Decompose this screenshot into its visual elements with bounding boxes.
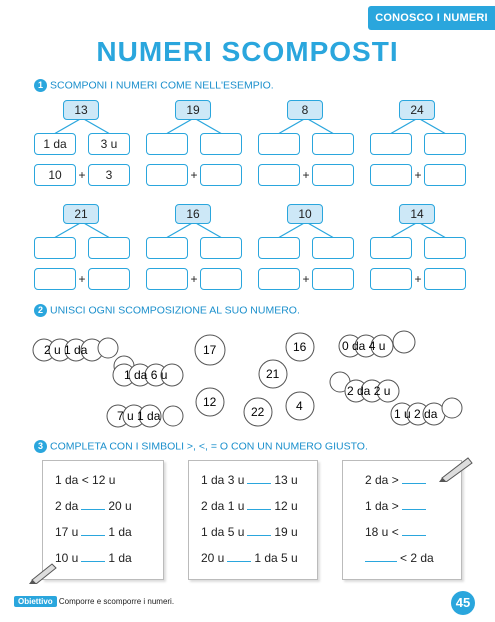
caterpillar-4: [339, 331, 415, 357]
section2-number: 2: [34, 304, 47, 317]
apple-3: [259, 360, 287, 388]
tens-units-box[interactable]: [200, 237, 242, 259]
apple-4: [196, 388, 224, 416]
answer-blank[interactable]: [81, 500, 105, 510]
objective-label: Obiettivo: [14, 596, 57, 607]
tens-units-box: 1 da: [34, 133, 76, 155]
section2-title: UNISCI OGNI SCOMPOSIZIONE AL SUO NUMERO.: [50, 304, 300, 317]
answer-blank[interactable]: [402, 526, 426, 536]
number-box: 14: [399, 204, 435, 224]
comparison-panel-1: [42, 460, 164, 580]
tens-units-box[interactable]: [200, 133, 242, 155]
plus-sign: +: [414, 168, 422, 182]
tens-units-box[interactable]: [258, 237, 300, 259]
plus-sign: +: [302, 168, 310, 182]
number-box: 24: [399, 100, 435, 120]
sum-box[interactable]: [258, 164, 300, 186]
caterpillar-label: 7 u 1 da: [117, 409, 161, 423]
tens-units-box[interactable]: [424, 133, 466, 155]
comparison-row: 1 da < 12 u: [55, 473, 116, 487]
sum-box[interactable]: [312, 268, 354, 290]
matching-illustration: [0, 320, 495, 440]
plus-sign: +: [190, 272, 198, 286]
page-title: NUMERI SCOMPOSTI: [96, 36, 399, 67]
answer-blank[interactable]: [81, 552, 105, 562]
section1-number: 1: [34, 79, 47, 92]
answer-blank[interactable]: [81, 526, 105, 536]
number-box: 21: [63, 204, 99, 224]
section3-title: COMPLETA CON I SIMBOLI >, <, = O CON UN NUMERO GIUSTO.: [50, 440, 368, 453]
tens-units-box[interactable]: [424, 237, 466, 259]
number-box: 13: [63, 100, 99, 120]
number-box: 10: [287, 204, 323, 224]
sum-box[interactable]: [146, 268, 188, 290]
section3-number: 3: [34, 440, 47, 453]
answer-blank[interactable]: [402, 474, 426, 484]
pencil-icon: [438, 452, 478, 482]
tens-units-box[interactable]: [312, 133, 354, 155]
caterpillar-2: [113, 356, 183, 386]
caterpillar-3: [107, 405, 183, 427]
comparison-panel-2: [188, 460, 318, 580]
sum-box[interactable]: [424, 268, 466, 290]
comparison-row: 1 da >: [365, 499, 429, 513]
sum-box: 3: [88, 164, 130, 186]
plus-sign: +: [302, 272, 310, 286]
svg-text:17: 17: [203, 343, 217, 357]
apple-6: [286, 392, 314, 420]
sum-box[interactable]: [200, 164, 242, 186]
apple-1: [195, 335, 225, 365]
apple-5: [244, 398, 272, 426]
number-box: 8: [287, 100, 323, 120]
caterpillar-label: 2 u 1 da: [44, 343, 88, 357]
sum-box[interactable]: [200, 268, 242, 290]
comparison-row: 2 da 1 u 12 u: [201, 499, 298, 513]
number-box: 19: [175, 100, 211, 120]
comparison-row: 18 u <: [365, 525, 429, 539]
answer-blank[interactable]: [365, 552, 397, 562]
answer-blank[interactable]: [247, 526, 271, 536]
tens-units-box[interactable]: [370, 133, 412, 155]
answer-blank[interactable]: [402, 500, 426, 510]
plus-sign: +: [78, 168, 86, 182]
caterpillar-label: 1 da 6 u: [124, 368, 168, 382]
caterpillar-label: 1 u 2 da: [394, 407, 438, 421]
svg-text:21: 21: [266, 367, 280, 381]
caterpillar-5: [330, 372, 399, 402]
svg-text:22: 22: [251, 405, 265, 419]
tens-units-box[interactable]: [370, 237, 412, 259]
sum-box[interactable]: [370, 268, 412, 290]
comparison-row: 17 u 1 da: [55, 525, 132, 539]
svg-text:16: 16: [293, 340, 307, 354]
section3-heading: [34, 440, 368, 453]
sum-box[interactable]: [424, 164, 466, 186]
tens-units-box[interactable]: [258, 133, 300, 155]
tens-units-box[interactable]: [312, 237, 354, 259]
tens-units-box[interactable]: [34, 237, 76, 259]
section1-title: SCOMPONI I NUMERI COME NELL'ESEMPIO.: [50, 79, 274, 92]
answer-blank[interactable]: [227, 552, 251, 562]
comparison-row: 1 da 5 u 19 u: [201, 525, 298, 539]
sum-box[interactable]: [258, 268, 300, 290]
sum-box[interactable]: [146, 164, 188, 186]
comparison-row: 10 u 1 da: [55, 551, 132, 565]
plus-sign: +: [190, 168, 198, 182]
pencil-icon: [28, 560, 58, 584]
chapter-tag: CONOSCO I NUMERI: [368, 6, 495, 30]
tens-units-box[interactable]: [146, 237, 188, 259]
caterpillar-label: 0 da 4 u: [342, 339, 386, 353]
answer-blank[interactable]: [247, 474, 271, 484]
section2-heading: [34, 304, 300, 317]
caterpillar-1: [33, 338, 118, 361]
svg-text:12: 12: [203, 395, 217, 409]
svg-text:4: 4: [296, 399, 303, 413]
comparison-row: < 2 da: [365, 551, 434, 565]
apple-2: [286, 333, 314, 361]
sum-box: 10: [34, 164, 76, 186]
comparison-row: 1 da 3 u 13 u: [201, 473, 298, 487]
comparison-row: 2 da >: [365, 473, 429, 487]
comparison-row: 2 da 20 u: [55, 499, 132, 513]
tens-units-box[interactable]: [88, 237, 130, 259]
section1-heading: [34, 79, 274, 92]
objective: [14, 597, 174, 606]
plus-sign: +: [78, 272, 86, 286]
sum-box[interactable]: [370, 164, 412, 186]
sum-box[interactable]: [88, 268, 130, 290]
caterpillar-label: 2 da 2 u: [347, 384, 391, 398]
number-box: 16: [175, 204, 211, 224]
page-number: 45: [451, 591, 475, 615]
sum-box[interactable]: [34, 268, 76, 290]
answer-blank[interactable]: [247, 500, 271, 510]
tens-units-box: 3 u: [88, 133, 130, 155]
tens-units-box[interactable]: [146, 133, 188, 155]
caterpillar-6: [391, 398, 462, 425]
sum-box[interactable]: [312, 164, 354, 186]
comparison-row: 20 u 1 da 5 u: [201, 551, 298, 565]
plus-sign: +: [414, 272, 422, 286]
objective-text: Comporre e scomporre i numeri.: [58, 597, 175, 606]
